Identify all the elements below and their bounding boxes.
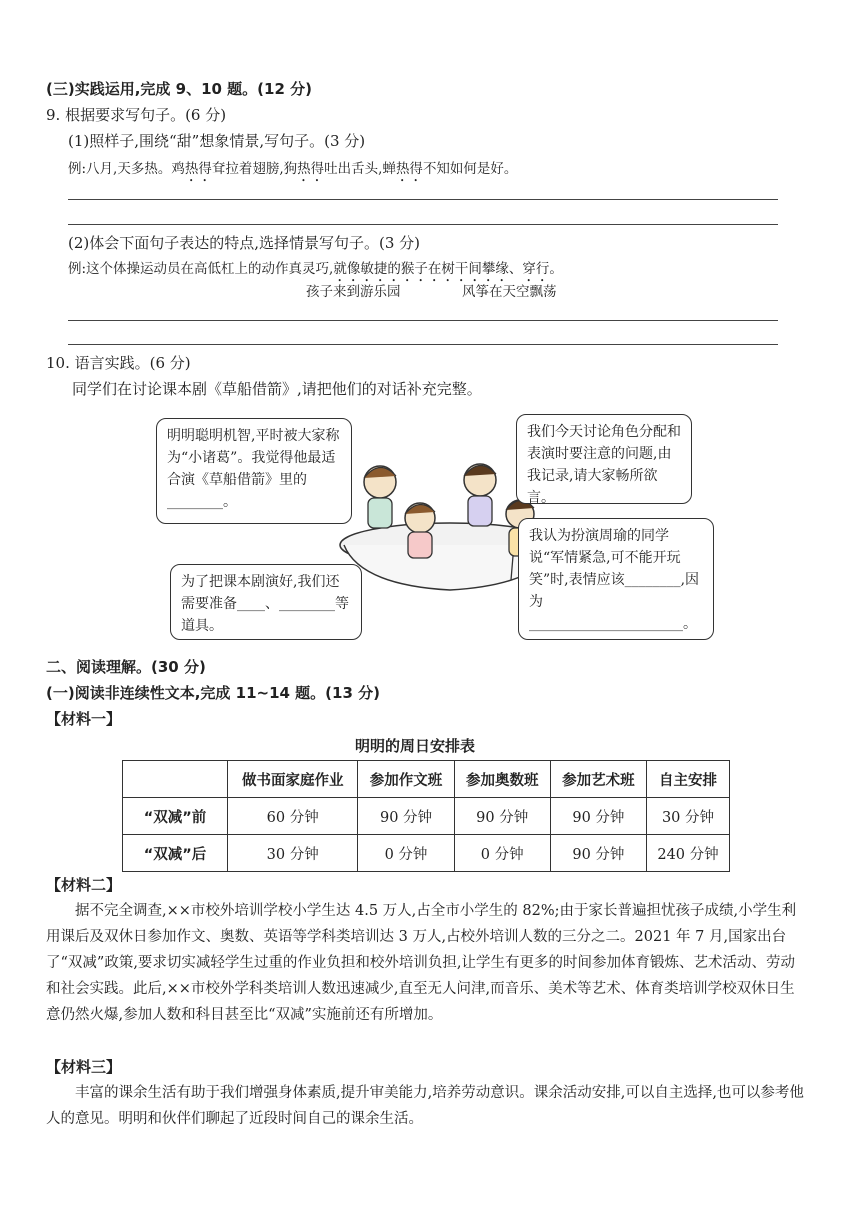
table-header-row <box>123 761 730 798</box>
table-row-header: “双减”前 <box>123 798 228 835</box>
question-9-title: 9. 根据要求写句子。(6 分) <box>46 106 227 124</box>
table-header-cell: 参加作文班 <box>358 761 454 798</box>
answer-line[interactable] <box>68 320 778 321</box>
table-cell: 60 分钟 <box>228 798 358 835</box>
material-2-label: 【材料二】 <box>46 876 122 894</box>
answer-line[interactable] <box>68 344 778 345</box>
table-cell: 90 分钟 <box>358 798 454 835</box>
table-cell: 240 分钟 <box>646 835 729 872</box>
table-header-cell: 做书面家庭作业 <box>228 761 358 798</box>
material-3-paragraph: 丰富的课余生活有助于我们增强身体素质,提升审美能力,培养劳动意识。课余活动安排,可以自主选择,也可以参考他人的意见。明明和伙伴们聊起了近段时间自己的课余生活。 <box>46 1085 804 1127</box>
speech-bubble-zhouyu: 我认为扮演周瑜的同学说“军情紧急,可不能开玩笑”时,表情应该________,因为______________________。 <box>518 518 714 640</box>
table-header-cell: 参加奥数班 <box>454 761 550 798</box>
speech-bubble-recorder: 我们今天讨论角色分配和表演时要注意的问题,由我记录,请大家畅所欲言。 <box>516 414 692 504</box>
table-cell: 0 分钟 <box>454 835 550 872</box>
reading-section-heading: (一)阅读非连续性文本,完成 11~14 题。(13 分) <box>46 684 380 702</box>
q9-part2-prompt: (2)体会下面句子表达的特点,选择情景写句子。(3 分) <box>68 234 421 252</box>
table-row <box>123 835 730 872</box>
table-row <box>123 798 730 835</box>
table-cell: 30 分钟 <box>228 835 358 872</box>
material-2-paragraph: 据不完全调查,××市校外培训学校小学生达 4.5 万人,占全市小学生的 82%;由于家长普遍担忧孩子成绩,小学生利用课后及双休日参加作文、奥数、英语等学科类培训达 3 万人,占校外培训人数的三分之二。2021 年 7 月,国家出台了“双减”政策,要求切实减轻学生过重的作业负担和校外培训负担,让学生有更多的时间参加体育锻炼、艺术活动、劳动和社会实践。此后,××市校外学科类培训人数迅速减少,直至无人问津,而音乐、美术等艺术、体育类培训学校双休日生意仍然火爆,参加人数和科目甚至比“双减”实施前还有所增加。 <box>46 903 797 1023</box>
speech-bubble-role: 明明聪明机智,平时被大家称为“小诸葛”。我觉得他最适合演《草船借箭》里的________。 <box>156 418 352 524</box>
q9-part1-example: 例:八月,天多热。鸡热得耷拉着翅膀,狗热得吐出舌头,蝉热得不知如何是好。 <box>68 161 518 177</box>
question-10-title: 10. 语言实践。(6 分) <box>46 354 191 372</box>
section-heading: (三)实践运用,完成 9、10 题。(12 分) <box>46 80 312 98</box>
schedule-table <box>122 760 730 872</box>
speech-bubble-props: 为了把课本剧演好,我们还需要准备____、________等道具。 <box>170 564 362 640</box>
table-header-cell: 自主安排 <box>646 761 729 798</box>
table-cell: 0 分钟 <box>358 835 454 872</box>
table-cell: 90 分钟 <box>550 835 646 872</box>
table-row-header: “双减”后 <box>123 835 228 872</box>
table-cell: 90 分钟 <box>550 798 646 835</box>
table-header-cell: 参加艺术班 <box>550 761 646 798</box>
part-2-heading: 二、阅读理解。(30 分) <box>46 658 206 676</box>
q10-intro: 同学们在讨论课本剧《草船借箭》,请把他们的对话补充完整。 <box>72 380 482 398</box>
table-cell: 90 分钟 <box>454 798 550 835</box>
material-1-label: 【材料一】 <box>46 710 122 728</box>
scenario-option-1: 孩子来到游乐园 <box>306 284 401 300</box>
answer-line[interactable] <box>68 199 778 200</box>
q9-part1-prompt: (1)照样子,围绕“甜”想象情景,写句子。(3 分) <box>68 132 366 150</box>
material-3-label: 【材料三】 <box>46 1058 122 1076</box>
table-cell: 30 分钟 <box>646 798 729 835</box>
q9-part2-example: 例:这个体操运动员在高低杠上的动作真灵巧,就像敏捷的猴子在树干间攀缘、穿行。 <box>68 261 563 277</box>
scenario-option-2: 风筝在天空飘荡 <box>462 284 557 300</box>
table-header-cell <box>123 761 228 798</box>
answer-line[interactable] <box>68 224 778 225</box>
table-title: 明明的周日安排表 <box>355 737 476 755</box>
